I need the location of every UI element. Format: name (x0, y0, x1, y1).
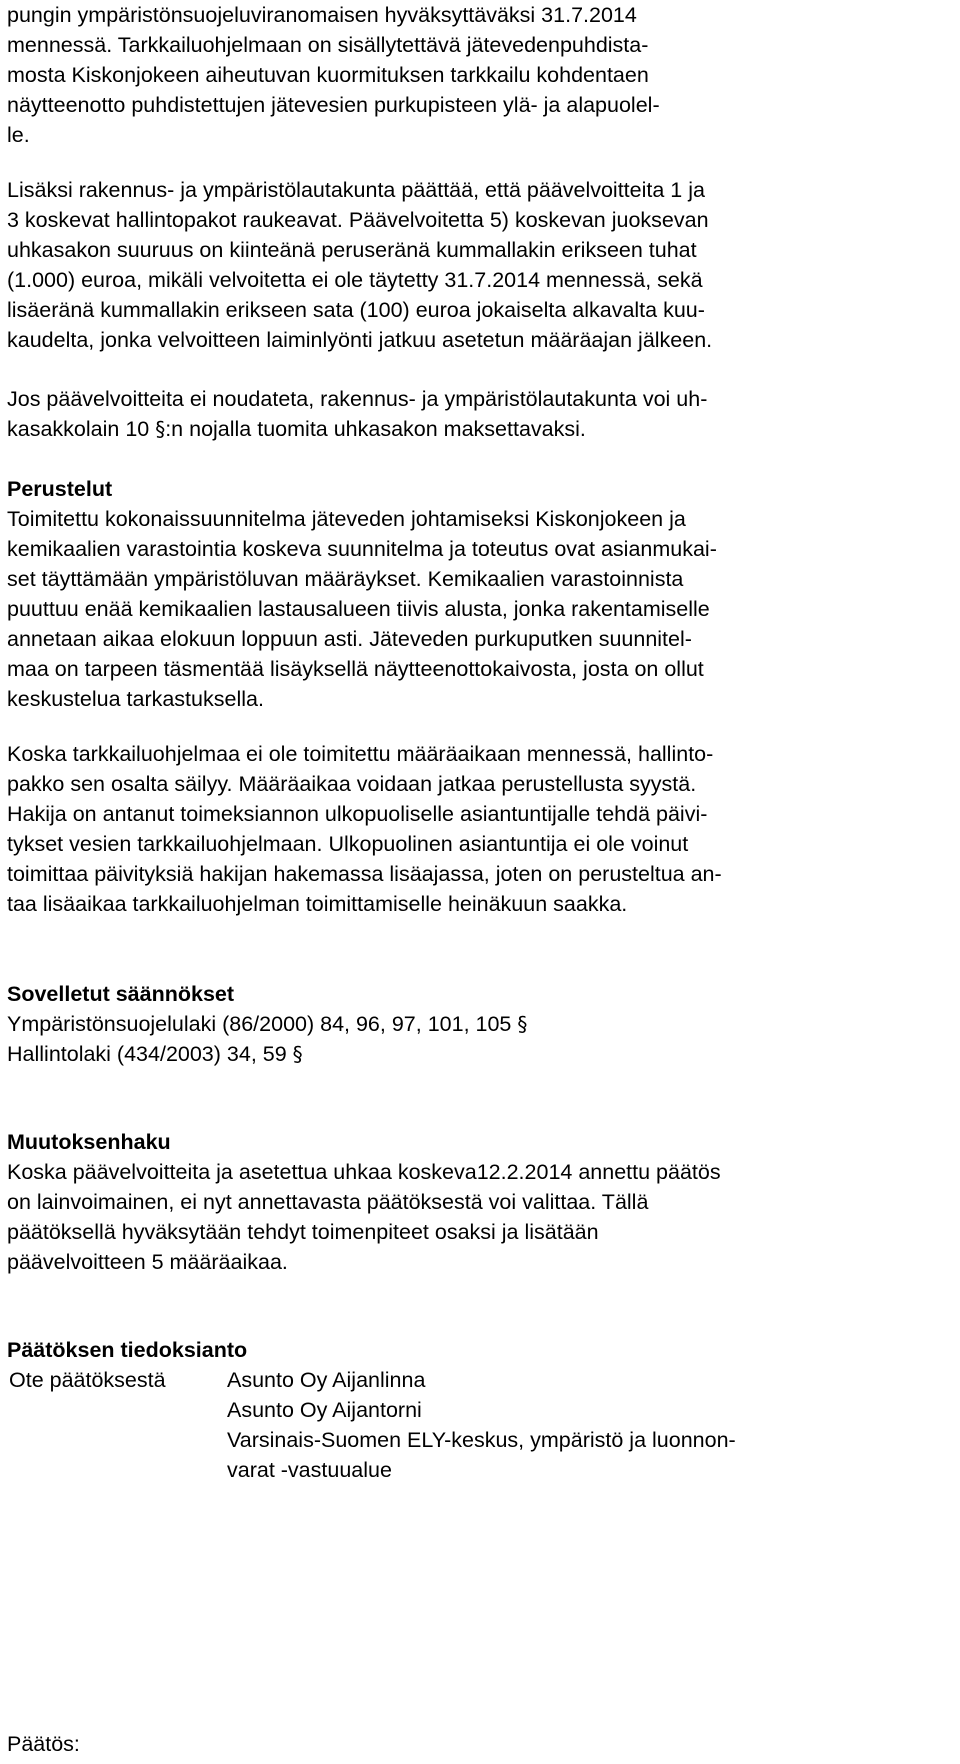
text-line: näytteenotto puhdistettujen jätevesien purkupisteen ylä- ja alapuolel- (7, 93, 660, 117)
text-line: kaudelta, jonka velvoitteen laiminlyönti jatkuu asetetun määräajan jälkeen. (7, 328, 713, 352)
recipient-item: Asunto Oy Aijanlinna (227, 1368, 426, 1392)
intro-paragraph (7, 0, 957, 150)
text-line: pakko sen osalta säilyy. Määräaikaa voidaan jatkaa perustellusta syystä. (7, 772, 697, 796)
section-sign: § (292, 1042, 303, 1066)
text-line (7, 1009, 957, 1039)
section-heading: Päätöksen tiedoksianto (7, 1338, 248, 1362)
text-line: keskustelua tarkastuksella. (7, 687, 264, 711)
recipient-item: varat -vastuualue (227, 1458, 392, 1482)
text-line: Hakija on antanut toimeksiannon ulkopuoliselle asiantuntijalle tehdä päivi- (7, 802, 708, 826)
section-sign: § (155, 417, 166, 441)
text-line: mennessä. Tarkkailuohjelmaan on sisällytettävä jätevedenpuhdista- (7, 33, 649, 57)
text-line: 3 koskevat hallintopakot raukeavat. Päävelvoitetta 5) koskevan juoksevan (7, 208, 709, 232)
text-line: taa lisäaikaa tarkkailuohjelman toimittamiselle heinäkuun saakka. (7, 892, 628, 916)
section-sign: § (517, 1012, 528, 1036)
text-line: (1.000) euroa, mikäli velvoitetta ei ole täytetty 31.7.2014 mennessä, sekä (7, 268, 703, 292)
text-fragment: kasakkolain 10 (7, 417, 156, 441)
jos-paragraph (7, 384, 957, 444)
koska-paragraph (7, 739, 957, 919)
text-line: Koska tarkkailuohjelmaa ei ole toimitettu määräaikaan mennessä, hallinto- (7, 742, 714, 766)
text-line: Koska päävelvoitteita ja asetettua uhkaa koskeva12.2.2014 annettu päätös (7, 1160, 721, 1184)
text-fragment: :n nojalla tuomita uhkasakon maksettavaksi. (165, 417, 586, 441)
paatos-label-block (7, 1729, 957, 1759)
muutoksenhaku-section (7, 1127, 957, 1277)
recipient-table (7, 1365, 957, 1490)
lisaksi-paragraph (7, 175, 957, 355)
recipient-list (227, 1365, 927, 1485)
text-line: päätöksellä hyväksytään tehdyt toimenpiteet osaksi ja lisätään (7, 1220, 599, 1244)
text-line: on lainvoimainen, ei nyt annettavasta päätöksestä voi valittaa. Tällä (7, 1190, 649, 1214)
text-line: lisäeränä kummallakin erikseen sata (100) euroa jokaiselta alkavalta kuu- (7, 298, 705, 322)
recipient-label: Ote päätöksestä (9, 1368, 166, 1392)
section-heading: Muutoksenhaku (7, 1130, 171, 1154)
text-line: pungin ympäristönsuojeluviranomaisen hyväksyttäväksi 31.7.2014 (7, 3, 637, 27)
text-line: toimittaa päivityksiä hakijan hakemassa lisäajassa, joten on perusteltua an- (7, 862, 722, 886)
text-line: annetaan aikaa elokuun loppuun asti. Jäteveden purkuputken suunnitel- (7, 627, 692, 651)
perustelut-section (7, 474, 957, 714)
law-reference: Ympäristönsuojelulaki (86/2000) 84, 96, 97, 101, 105 (7, 1012, 512, 1036)
text-line (7, 414, 957, 444)
tiedoksianto-section (7, 1335, 957, 1365)
text-line: Jos päävelvoitteita ei noudateta, rakennus- ja ympäristölautakunta voi uh- (7, 387, 708, 411)
text-line: set täyttämään ympäristöluvan määräykset. Kemikaalien varastoinnista (7, 567, 684, 591)
text-line: puuttuu enää kemikaalien lastausalueen tiivis alusta, jonka rakentamiselle (7, 597, 710, 621)
text-line: Toimitettu kokonaissuunnitelma jäteveden johtamiseksi Kiskonjokeen ja (7, 507, 686, 531)
text-line: Lisäksi rakennus- ja ympäristölautakunta päättää, että päävelvoitteita 1 ja (7, 178, 705, 202)
recipient-item: Varsinais-Suomen ELY-keskus, ympäristö ja luonnon- (227, 1428, 736, 1452)
section-heading: Perustelut (7, 477, 113, 501)
text-line: uhkasakon suuruus on kiinteänä peruseränä kummallakin erikseen tuhat (7, 238, 697, 262)
text-line: päävelvoitteen 5 määräaikaa. (7, 1250, 288, 1274)
paatos-label: Päätös: (7, 1732, 80, 1756)
text-line: le. (7, 123, 30, 147)
text-line (7, 1039, 957, 1069)
recipient-item: Asunto Oy Aijantorni (227, 1398, 422, 1422)
text-line: mosta Kiskonjokeen aiheutuvan kuormituksen tarkkailu kohdentaen (7, 63, 649, 87)
law-reference: Hallintolaki (434/2003) 34, 59 (7, 1042, 287, 1066)
text-line: kemikaalien varastointia koskeva suunnitelma ja toteutus ovat asianmukai- (7, 537, 717, 561)
text-line: maa on tarpeen täsmentää lisäyksellä näytteenottokaivosta, josta on ollut (7, 657, 704, 681)
sovelletut-section (7, 979, 957, 1069)
text-line: tykset vesien tarkkailuohjelmaan. Ulkopuolinen asiantuntija ei ole voinut (7, 832, 689, 856)
section-heading: Sovelletut säännökset (7, 982, 235, 1006)
